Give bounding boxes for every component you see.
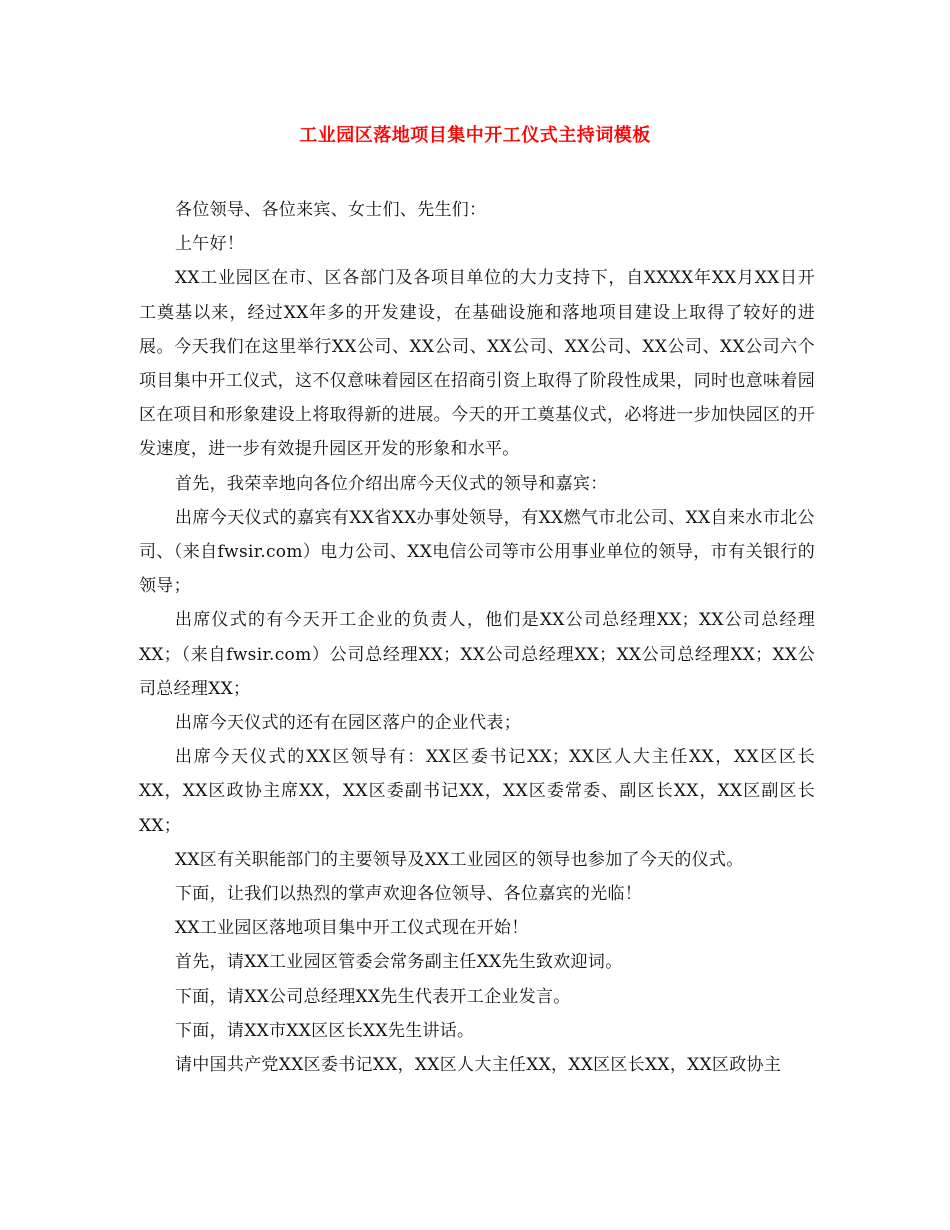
paragraph-ceremony-start: XX工业园区落地项目集中开工仪式现在开始！ [175, 918, 529, 939]
paragraph-enterprise-speech: 下面，请XX公司总经理XX先生代表开工企业发言。 [175, 986, 571, 1007]
paragraph-enterprise-reps: 出席今天仪式的还有在园区落户的企业代表； [175, 713, 521, 734]
paragraph-good-morning: 上午好！ [175, 234, 245, 255]
paragraph-enterprise-leaders: 出席仪式的有今天开工企业的负责人，他们是XX公司总经理XX；XX公司总经理XX；（来自fwsir.com）公司总经理XX；XX公司总经理XX；XX公司总经理XX；XX公司总经理XX； [139, 610, 815, 699]
document-body [139, 193, 815, 1082]
paragraph-guests: 出席今天仪式的嘉宾有XX省XX办事处领导，有XX燃气市北公司、XX自来水市北公司、（来自fwsir.com）电力公司、XX电信公司等市公用事业单位的领导，市有关银行的领导； [139, 507, 815, 597]
paragraph-introduce-guests: 首先，我荣幸地向各位介绍出席今天仪式的领导和嘉宾： [175, 473, 608, 494]
paragraph-departments: XX区有关职能部门的主要领导及XX工业园区的领导也参加了今天的仪式。 [175, 849, 744, 870]
paragraph-district-leaders: 出席今天仪式的XX区领导有：XX区委书记XX；XX区人大主任XX，XX区区长XX，XX区政协主席XX，XX区委副书记XX，XX区委常委、副区长XX，XX区副区长XX； [139, 747, 815, 836]
document-title: 工业园区落地项目集中开工仪式主持词模板 [299, 125, 651, 146]
paragraph-welcome-applause: 下面，让我们以热烈的掌声欢迎各位领导、各位嘉宾的光临！ [175, 884, 643, 905]
paragraph-intro: XX工业园区在市、区各部门及各项目单位的大力支持下，自XXXX年XX月XX日开工奠基以来，经过XX年多的开发建设，在基础设施和落地项目建设上取得了较好的进展。今天我们在这里举行XX公司、XX公司、XX公司、XX公司、XX公司、XX公司六个项目集中开工仪式，这不仅意味着园区在招商引资上取得了阶段性成果，同时也意味着园区在项目和形象建设上将取得新的进展。今天的开工奠基仪式，必将进一步加快园区的开发速度，进一步有效提升园区开发的形象和水平。 [139, 268, 815, 460]
paragraph-district-speech: 下面，请XX市XX区区长XX先生讲话。 [175, 1020, 475, 1041]
paragraph-invitation: 请中国共产党XX区委书记XX，XX区人大主任XX，XX区区长XX，XX区政协主 [175, 1055, 782, 1076]
paragraph-welcome-speech: 首先，请XX工业园区管委会常务副主任XX先生致欢迎词。 [175, 952, 623, 973]
paragraph-greeting: 各位领导、各位来宾、女士们、先生们： [175, 200, 487, 220]
